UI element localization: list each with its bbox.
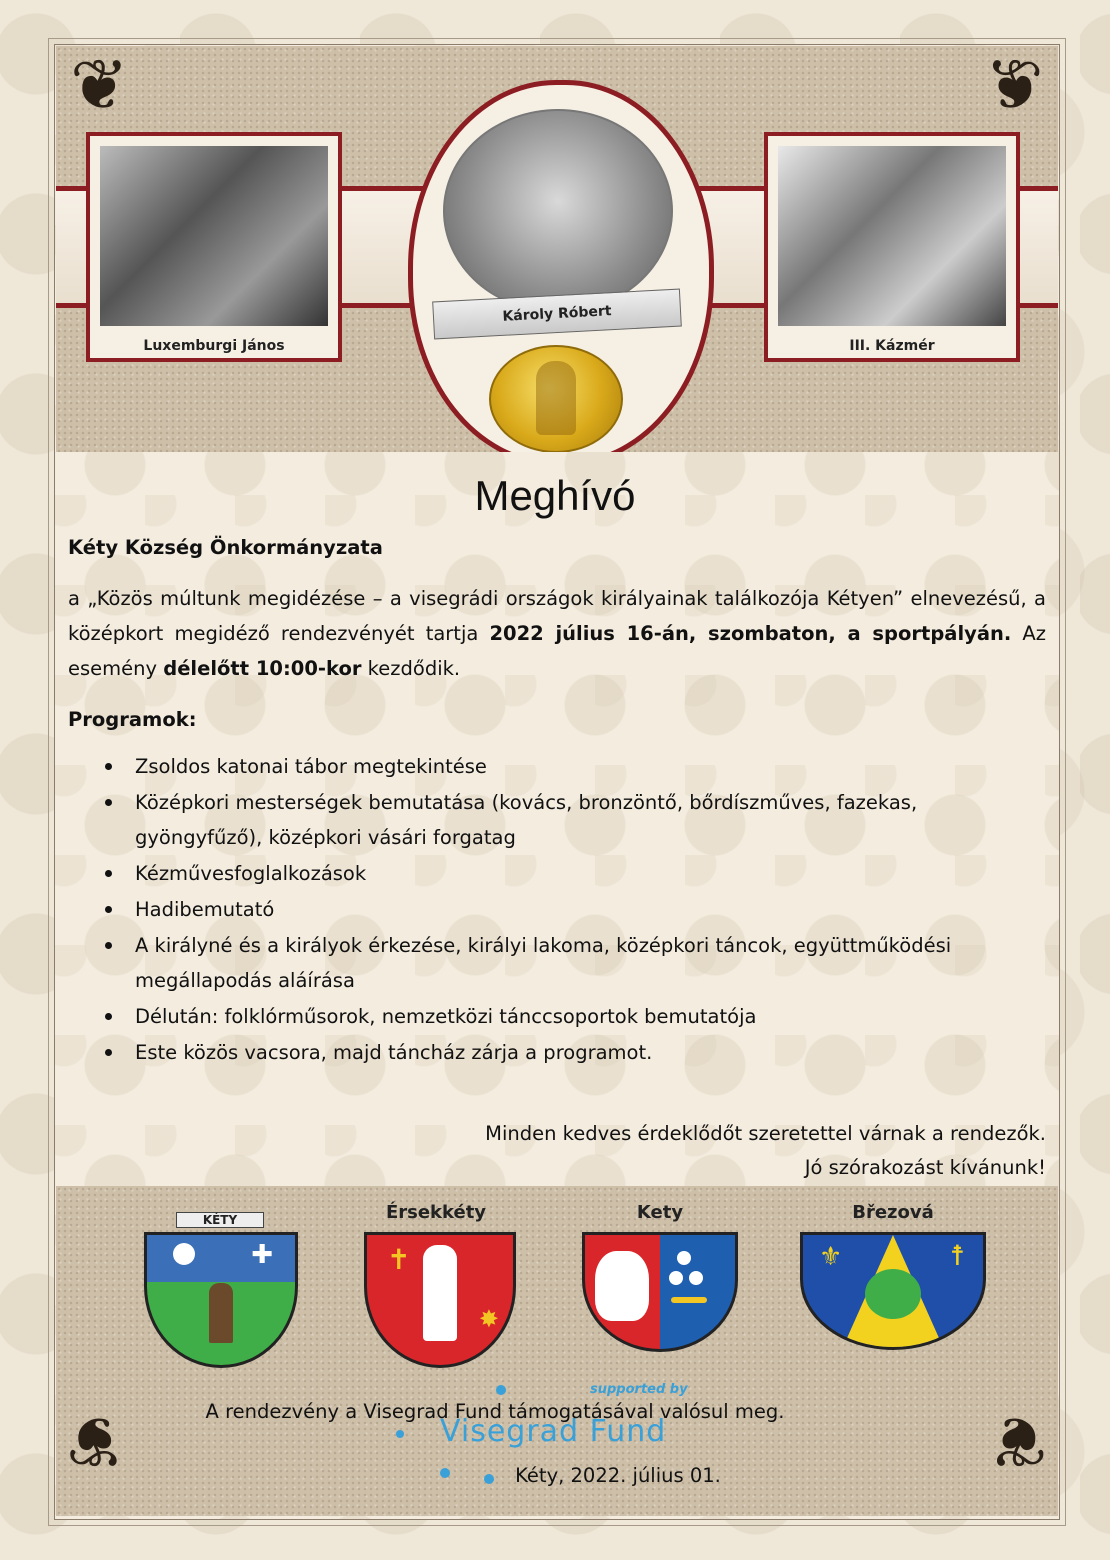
crest-kety-hu bbox=[144, 1232, 298, 1368]
portrait-label: III. Kázmér bbox=[849, 338, 935, 354]
list-item: A királyné és a királyok érkezése, királyi lakoma, középkori táncok, együttműködési megállapodás aláírása bbox=[135, 928, 1046, 998]
crest-label: Březová bbox=[852, 1202, 934, 1223]
crest-ersekkety bbox=[364, 1232, 516, 1368]
portrait-label: Károly Róbert bbox=[432, 289, 682, 340]
portrait-label: Luxemburgi János bbox=[143, 338, 285, 354]
portrait-image bbox=[778, 146, 1006, 326]
eagle-icon bbox=[595, 1251, 649, 1321]
list-item: Zsoldos katonai tábor megtekintése bbox=[135, 749, 1046, 784]
date-line: Kéty, 2022. július 01. bbox=[515, 1464, 721, 1487]
bishop-icon bbox=[423, 1245, 457, 1341]
intro-text: Az esemény bbox=[68, 622, 1047, 680]
visegrad-fund-logo-text: Visegrad Fund bbox=[440, 1414, 667, 1449]
invitation-body bbox=[68, 530, 1046, 1071]
intro-text: kezdődik. bbox=[361, 657, 461, 680]
crest-label: Kety bbox=[636, 1202, 684, 1223]
list-item: Középkori mesterségek bemutatása (kovács, bronzöntő, bőrdíszműves, fazekas, gyöngyfűző), középkori vásári forgatag bbox=[135, 785, 1046, 855]
cross-icon: ✚ bbox=[251, 1239, 273, 1269]
logo-dot bbox=[496, 1385, 506, 1395]
medallion-karoly-robert bbox=[408, 80, 714, 452]
closing-line: Jó szórakozást kívánunk! bbox=[804, 1156, 1046, 1179]
intro-paragraph bbox=[68, 581, 1046, 686]
flourish-ornament-icon: ❦ bbox=[989, 1400, 1048, 1482]
crest-brezova bbox=[800, 1232, 986, 1350]
crest-kety-pl bbox=[582, 1232, 738, 1352]
portrait-image bbox=[443, 109, 673, 313]
tree-icon bbox=[865, 1269, 921, 1319]
cross-icon: ☨ bbox=[949, 1240, 965, 1271]
programs-heading: Programok: bbox=[68, 708, 197, 731]
gold-coin-icon bbox=[489, 345, 623, 452]
portrait-luxemburgi-janos bbox=[86, 132, 342, 362]
support-statement: A rendezvény a Visegrad Fund támogatásával valósul meg. bbox=[205, 1400, 785, 1423]
list-item: Este közös vacsora, majd táncház zárja a programot. bbox=[135, 1035, 1046, 1070]
organizer: Kéty Község Önkormányzata bbox=[68, 536, 383, 559]
visegrad-fund-supported-by: supported by bbox=[590, 1382, 688, 1397]
portrait-image bbox=[100, 146, 328, 326]
flourish-ornament-icon: ❦ bbox=[985, 46, 1044, 126]
crest-label: Érsekkéty bbox=[385, 1202, 487, 1223]
figure-icon bbox=[209, 1283, 233, 1343]
list-item: Kézművesfoglalkozások bbox=[135, 856, 1046, 891]
list-item: Hadibemutató bbox=[135, 892, 1046, 927]
flourish-ornament-icon: ❦ bbox=[70, 46, 129, 126]
wave-icon bbox=[671, 1297, 707, 1303]
portrait-iii-kazmer bbox=[764, 132, 1020, 362]
intro-text: a „Közös múltunk megidézése – a visegrádi országok királyainak találkozója Kétyen” elnevezésű, a középkort megidéző rendezvényét tartja bbox=[68, 587, 1046, 645]
header-banner bbox=[56, 46, 1058, 452]
circle-icon bbox=[669, 1271, 683, 1285]
crest-label: KÉTY bbox=[176, 1212, 264, 1228]
closing-text bbox=[485, 1117, 1046, 1185]
circle-icon bbox=[689, 1271, 703, 1285]
event-date: 2022 július 16-án, szombaton, a sportpályán. bbox=[489, 622, 1012, 645]
logo-dot bbox=[396, 1430, 404, 1438]
programs-list bbox=[68, 749, 1046, 1070]
fleur-de-lis-icon: ⚜ bbox=[819, 1241, 843, 1271]
list-item: Délután: folklórműsorok, nemzetközi tánccsoportok bemutatója bbox=[135, 999, 1046, 1034]
rose-icon bbox=[173, 1243, 195, 1265]
flourish-ornament-icon: ❦ bbox=[66, 1400, 125, 1482]
star-icon: ✸ bbox=[478, 1306, 499, 1333]
circle-icon bbox=[677, 1251, 691, 1265]
event-time: délelőtt 10:00-kor bbox=[163, 657, 362, 680]
cross-icon: ✝ bbox=[387, 1244, 411, 1275]
page-title: Meghívó bbox=[474, 472, 636, 519]
closing-line: Minden kedves érdeklődőt szeretettel várnak a rendezők. bbox=[485, 1122, 1046, 1145]
